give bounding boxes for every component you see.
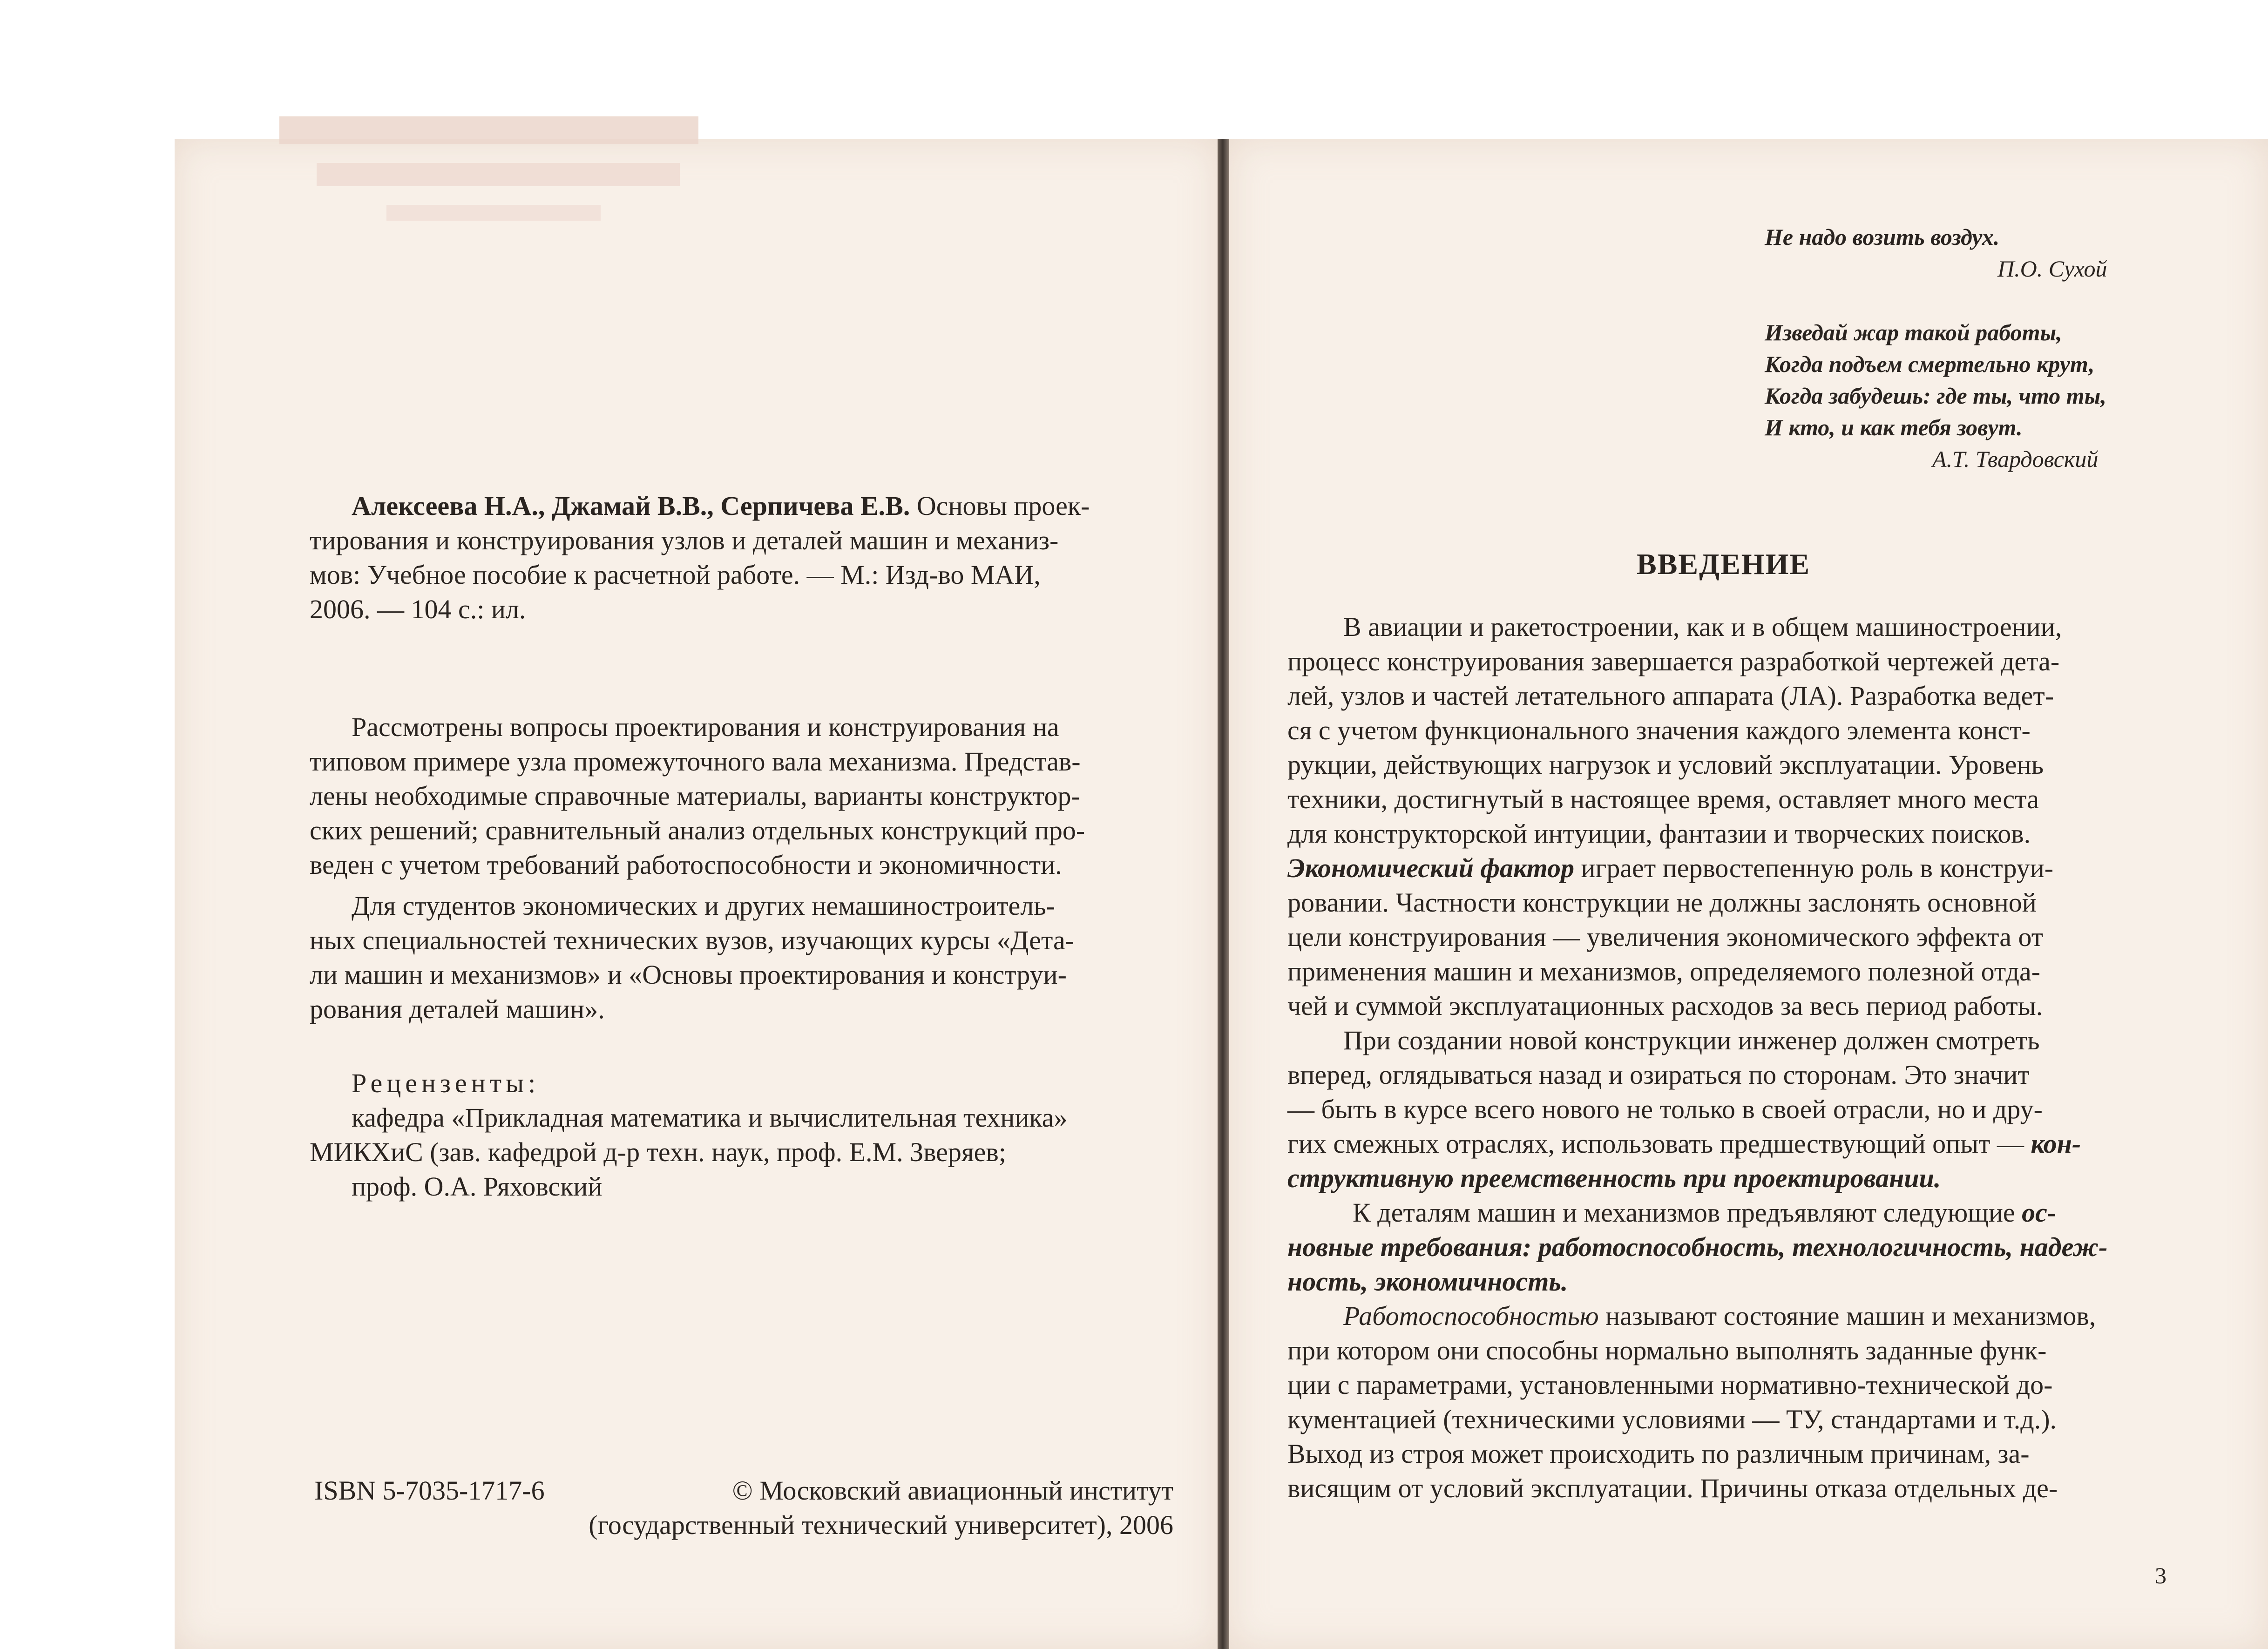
abstract-line: ли машин и механизмов» и «Основы проектирования и конструи- — [310, 960, 1067, 990]
reviewers-title: Рецензенты: — [352, 1068, 540, 1098]
body-line: ся с учетом функционального значения каждого элемента конст- — [1287, 715, 2031, 745]
epigraph-author: П.О. Сухой — [1997, 256, 2107, 282]
citation-authors: Алексеева Н.А., Джамай В.В., Серпичева Е.В. — [352, 491, 910, 521]
emphasis-economic-factor: Экономический фактор — [1287, 853, 1574, 883]
reviewer-line: МИКХиС (зав. кафедрой д-р техн. наук, проф. Е.М. Зверяев; — [310, 1137, 1006, 1167]
body-line: ровании. Частности конструкции не должны заслонять основной — [1287, 887, 2037, 918]
emphasis-text: структивную преемственность при проектировании. — [1287, 1163, 1941, 1193]
body-line: лей, узлов и частей летательного аппарата (ЛА). Разработка ведет- — [1287, 681, 2054, 711]
epigraph-line: Когда подъем смертельно крут, — [1765, 351, 2095, 377]
abstract-paragraph — [310, 710, 1166, 882]
body-line: называют состояние машин и механизмов, — [1598, 1301, 2096, 1331]
citation-line: тирования и конструирования узлов и деталей машин и механиз- — [310, 525, 1059, 555]
abstract-line: Для студентов экономических и других немашиностроитель- — [352, 891, 1056, 921]
epigraph-line: Когда забудешь: где ты, что ты, — [1765, 383, 2106, 409]
citation-line: мов: Учебное пособие к расчетной работе. — М.: Изд-во МАИ, — [310, 560, 1041, 590]
abstract-line: Рассмотрены вопросы проектирования и конструирования на — [352, 712, 1059, 742]
copyright-notice — [549, 1473, 1173, 1542]
body-line: вперед, оглядываться назад и озираться по сторонам. Это значит — [1287, 1060, 2030, 1090]
abstract-line: веден с учетом требований работоспособности и экономичности. — [310, 850, 1062, 880]
body-line: гих смежных отраслях, использовать предшествующий опыт — — [1287, 1129, 2031, 1159]
page-number: 3 — [2155, 1562, 2166, 1588]
emphasis-text: кон- — [2031, 1129, 2081, 1159]
body-line: при котором они способны нормально выполнять заданные функ- — [1287, 1335, 2047, 1365]
emphasis-text: новные требования: работоспособность, технологичность, надеж- — [1287, 1232, 2108, 1262]
bleed-through-ghost — [233, 107, 792, 256]
abstract-line: лены необходимые справочные материалы, варианты конструктор- — [310, 781, 1080, 811]
body-line: для конструкторской интуиции, фантазии и творческих поисков. — [1287, 818, 2031, 849]
reviewer-line: проф. О.А. Ряховский — [352, 1171, 603, 1202]
copyright-line: © Московский авиационный институт — [732, 1475, 1173, 1506]
body-line: — быть в курсе всего нового не только в своей отрасли, но и дру- — [1287, 1094, 2043, 1124]
abstract-line: ских решений; сравнительный анализ отдельных конструкций про- — [310, 815, 1085, 845]
abstract-line: ных специальностей технических вузов, изучающих курсы «Дета- — [310, 925, 1075, 955]
body-line: играет первостепенную роль в конструи- — [1574, 853, 2054, 883]
body-line: К деталям машин и механизмов предъявляют следующие — [1353, 1197, 2022, 1228]
epigraph-quote: Не надо возить воздух. — [1765, 224, 2000, 250]
intro-body — [1287, 610, 2167, 1506]
body-line: кументацией (техническими условиями — ТУ, стандартами и т.д.). — [1287, 1404, 2057, 1434]
epigraph-sukhoi — [1765, 221, 2137, 284]
body-line: В авиации и ракетостроении, как и в общем машиностроении, — [1343, 612, 2062, 642]
citation-line: 2006. — 104 с.: ил. — [310, 594, 526, 624]
body-line: цели конструирования — увеличения экономического эффекта от — [1287, 922, 2044, 952]
emphasis-text: ность, экономичность. — [1287, 1266, 1568, 1297]
body-line: висящим от условий эксплуатации. Причины отказа отдельных де- — [1287, 1473, 2058, 1503]
bibliographic-citation — [310, 489, 1166, 627]
isbn: ISBN 5-7035-1717-6 — [314, 1475, 545, 1506]
citation-line: Основы проек- — [910, 491, 1090, 521]
body-line: чей и суммой эксплуатационных расходов за весь период работы. — [1287, 991, 2043, 1021]
abstract-line: рования деталей машин». — [310, 994, 605, 1024]
body-line: ции с параметрами, установленными нормативно-технической до- — [1287, 1370, 2053, 1400]
reviewers-block — [310, 1066, 1166, 1204]
abstract-paragraph — [310, 889, 1166, 1027]
epigraph-author: А.Т. Твардовский — [1932, 446, 2099, 472]
body-line: Выход из строя может происходить по различным причинам, за- — [1287, 1439, 2030, 1469]
emphasis-operability: Работоспособностью — [1343, 1301, 1599, 1331]
book-spine-gutter — [1218, 139, 1229, 1649]
reviewer-line: кафедра «Прикладная математика и вычислительная техника» — [352, 1102, 1068, 1133]
section-heading: ВВЕДЕНИЕ — [1637, 547, 1811, 581]
body-line: техники, достигнутый в настоящее время, оставляет много места — [1287, 784, 2039, 814]
copyright-line: (государственный технический университет), 2006 — [589, 1510, 1173, 1540]
body-line: применения машин и механизмов, определяемого полезной отда- — [1287, 956, 2041, 987]
body-line: рукции, действующих нагрузок и условий эксплуатации. Уровень — [1287, 750, 2044, 780]
abstract — [310, 710, 1166, 1027]
body-line: При создании новой конструкции инженер должен смотреть — [1343, 1025, 2040, 1055]
epigraph-line: И кто, и как тебя зовут. — [1765, 414, 2023, 440]
epigraph-tvardovsky — [1765, 317, 2184, 475]
abstract-line: типовом примере узла промежуточного вала механизма. Представ- — [310, 746, 1081, 777]
body-line: процесс конструирования завершается разработкой чертежей дета- — [1287, 646, 2060, 676]
epigraph-line: Изведай жар такой работы, — [1765, 319, 2062, 345]
emphasis-text: ос- — [2022, 1197, 2057, 1228]
